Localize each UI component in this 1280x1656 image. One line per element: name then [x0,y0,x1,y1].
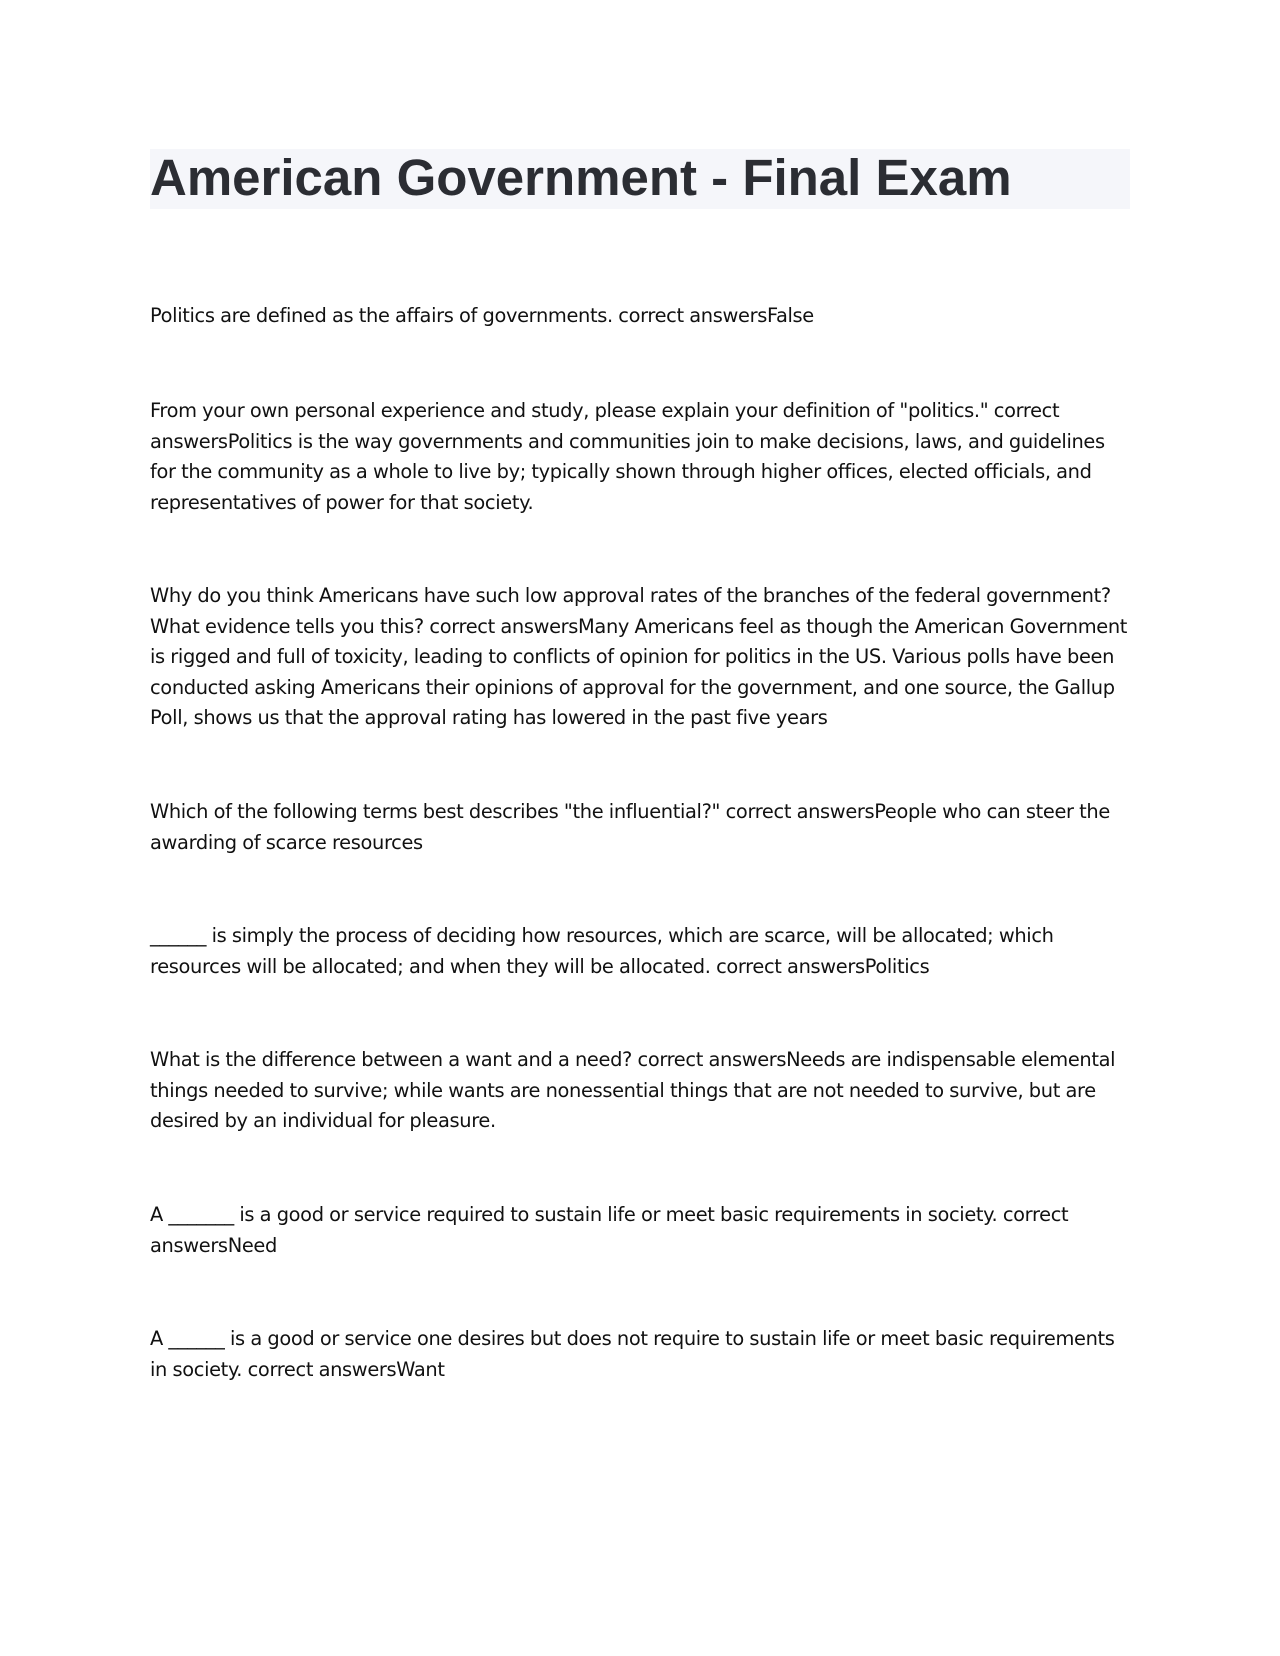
question-answer-entry: A ______ is a good or service one desires but does not require to sustain life or meet basic requirements in society. correct answersWant [150,1327,1115,1381]
question-answer-entry: What is the difference between a want and a need? correct answersNeeds are indispensable elemental things needed to survive; while wants are nonessential things that are not needed to survive, but are desired by an individual for pleasure. [150,1048,1116,1132]
question-answer-entry: ______ is simply the process of deciding how resources, which are scarce, will be allocated; which resources will be allocated; and when they will be allocated. correct answersPolitics [150,924,1054,978]
question-answer-entry: A _______ is a good or service required to sustain life or meet basic requirements in society. correct answersNeed [150,1203,1069,1257]
question-answer-entry: From your own personal experience and study, please explain your definition of "politics." correct answersPolitics is the way governments and communities join to make decisions, laws, and guidelines for the community as a whole to live by; typically shown through higher offices, elected officials, and representatives of power for that society. [150,399,1105,514]
question-answer-entry: Why do you think Americans have such low approval rates of the branches of the federal government? What evidence tells you this? correct answersMany Americans feel as though the American Government is rigged and full of toxicity, leading to conflicts of opinion for politics in the US. Various polls have been conducted asking Americans their opinions of approval for the government, and one source, the Gallup Poll, shows us that the approval rating has lowered in the past five years [150,584,1128,729]
question-answer-entry: Which of the following terms best describes "the influential?" correct answersPeople who can steer the awarding of scarce resources [150,800,1110,854]
question-answer-entry: Politics are defined as the affairs of governments. correct answersFalse [150,304,814,327]
document-title: American Government - Final Exam [150,149,1012,206]
